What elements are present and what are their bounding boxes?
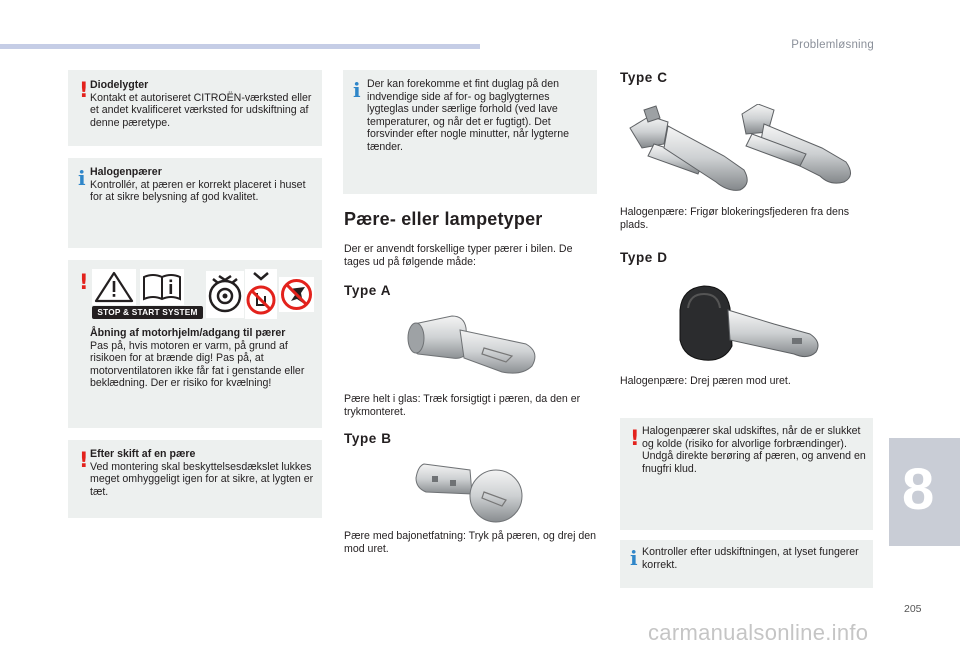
type-d-heading: Type D [620,250,668,265]
chapter-number: 8 [902,457,935,522]
diodelygter-text: Kontakt et autoriseret CITROËN-værksted eller et andet kvalificeret værksted for udskiftning af denne pæretype. [90,91,312,129]
no-hand-icon [245,269,277,319]
no-tie-icon [279,277,314,312]
diodelygter-title: Diodelygter [90,79,149,91]
bulb-types-intro: Der er anvendt forskellige typer pærer i bilen. De tages ud på følgende måde: [344,243,573,268]
type-b-text: Pære med bajonetfatning: Tryk på pæren, og drej den mod uret. [344,530,597,555]
type-b-bulb-image [410,452,534,524]
condensation-note-text: Der kan forekomme et fint duglag på den indvendige side af for- og baglygternes lygteglas under særlige forhold (ved lave temperaturer, og når det er fugtigt). Det forsvinder efter nogle minutter, når lygterne tænder. [367,78,569,153]
type-d-text: Halogenpære: Drej pæren mod uret. [620,375,791,387]
type-a-bulb-image [402,310,542,382]
efter-skift-box [68,440,322,518]
warning-icon: ! [79,270,89,294]
warning-icon: ! [630,426,640,450]
verify-info-box [620,540,873,588]
hazard-triangle-icon [92,269,136,305]
halogenpaerer-text: Kontrollér, at pæren er korrekt placeret i huset for at sikre belysning af god kvalitet. [90,178,306,204]
type-c-bulb-image [624,104,860,196]
halogen-warning-box [620,418,873,530]
warning-pictograms [92,269,314,320]
motor-text: Pas på, hvis motoren er varm, på grund af risikoen for at brænde dig! Pas på, at motorventilatoren ikke får fat i genstande eller beklædning. Der er risiko for kvælning! [90,339,305,390]
verify-info-text: Kontroller efter udskiftningen, at lyset fungerer korrekt. [642,546,859,571]
info-icon: i [78,166,86,190]
page-number: 205 [904,603,922,615]
halogenpaerer-title: Halogenpærer [90,166,162,178]
warning-icon: ! [79,78,89,102]
info-icon: i [353,78,361,102]
motor-title: Åbning af motorhjelm/adgang til pærer [90,327,286,339]
bulb-types-title: Pære- eller lampetyper [344,209,543,229]
warning-icon: ! [79,448,89,472]
type-c-text: Halogenpære: Frigør blokeringsfjederen fra dens plads. [620,206,850,231]
type-d-bulb-image [674,280,824,366]
efter-skift-title: Efter skift af en pære [90,448,196,460]
diodelygter-box [68,70,322,146]
top-band [0,44,480,49]
type-c-heading: Type C [620,70,668,85]
section-title: Problemløsning [791,39,874,51]
stop-start-label: STOP & START SYSTEM [97,307,198,317]
type-b-heading: Type B [344,431,392,446]
efter-skift-text: Ved montering skal beskyttelsesdækslet lukkes meget omhyggeligt igen for at sikre, at lygten er tæt. [90,460,314,498]
halogen-warning-text: Halogenpærer skal udskiftes, når de er slukket og kolde (risiko for alvorlige forbrændinger). Undgå direkte berøring af pæren, og anvend en fnugfri klud. [642,425,866,475]
halogenpaerer-box [68,158,322,248]
manual-book-icon [140,269,184,305]
condensation-note-box [343,70,597,194]
watermark: carmanualsonline.info [648,620,869,645]
info-icon: i [630,546,638,570]
type-a-text: Pære helt i glas: Træk forsigtigt i pæren, da den er trykmonteret. [344,393,581,418]
fan-belt-icon [206,271,244,318]
type-a-heading: Type A [344,283,392,298]
